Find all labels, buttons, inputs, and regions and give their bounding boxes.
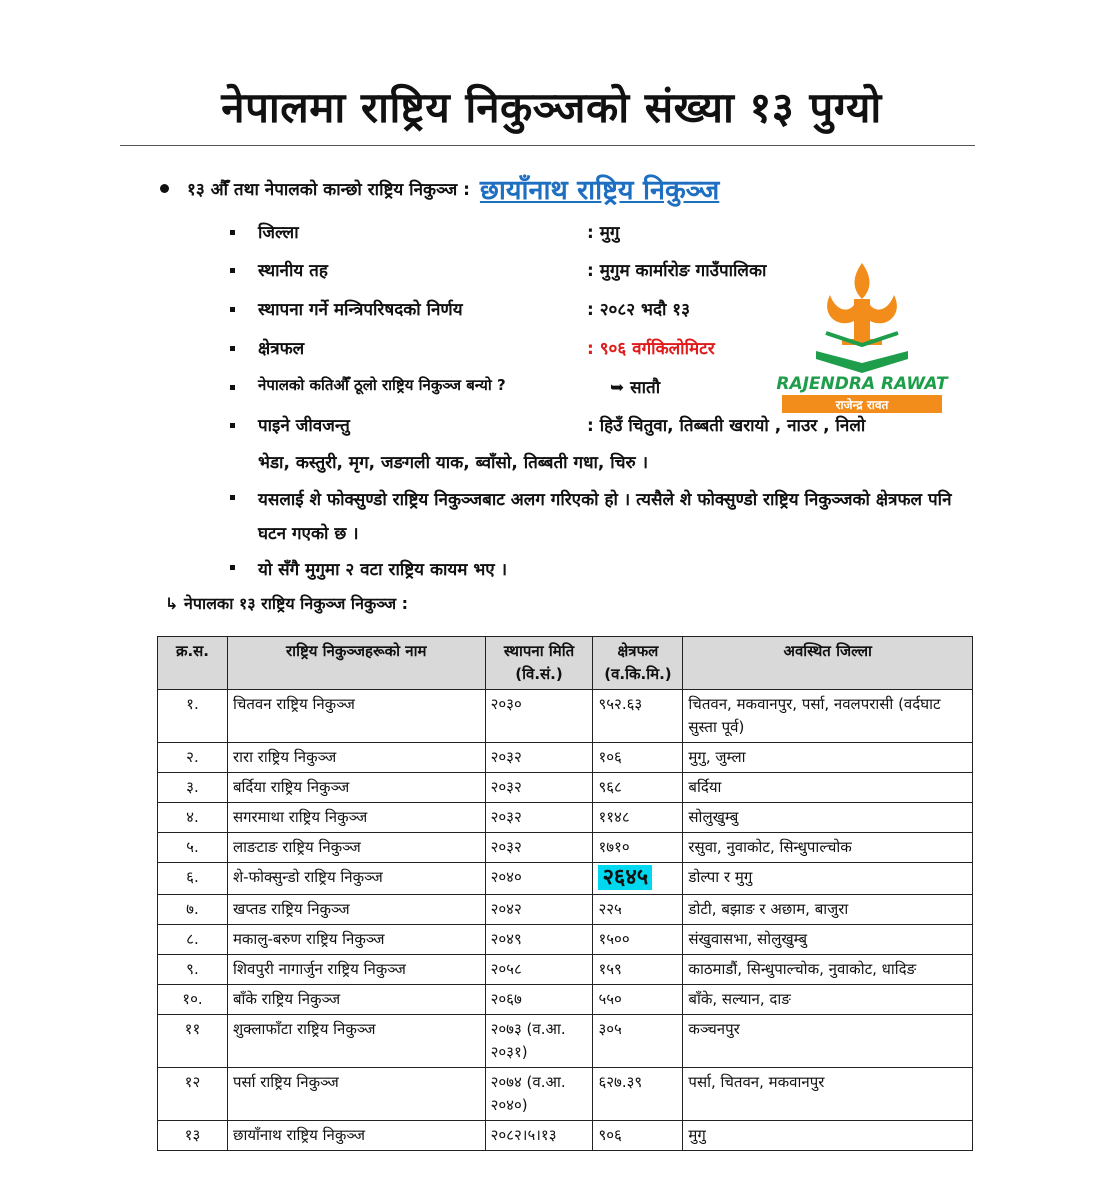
- cell-area: १५९: [593, 955, 683, 985]
- col-header-district: अवस्थित जिल्ला: [683, 637, 973, 690]
- emblem-logo-icon: [760, 255, 965, 415]
- fact-wildlife: [0, 413, 1103, 443]
- cell-serial: ७.: [158, 895, 228, 925]
- square-bullet-icon: [230, 346, 235, 351]
- col-header-serial: क्र.स.: [158, 637, 228, 690]
- svg-text:राजेन्द्र रावत: राजेन्द्र रावत: [835, 398, 889, 412]
- cell-serial: ११: [158, 1015, 228, 1068]
- cell-district: कञ्चनपुर: [683, 1015, 973, 1068]
- note-separation: यसलाई शे फोक्सुण्डो राष्ट्रिय निकुञ्जबाट अलग गरिएको हो । त्यसैले शे फोक्सुण्डो राष्ट्रिय निकुञ्जको क्षेत्रफल पनि घटन गएको छ ।: [258, 490, 952, 544]
- cell-district: रसुवा, नुवाकोट, सिन्धुपाल्चोक: [683, 833, 973, 863]
- cell-park-name: छायाँनाथ राष्ट्रिय निकुञ्ज: [227, 1121, 485, 1151]
- cell-park-name: शिवपुरी नागार्जुन राष्ट्रिय निकुञ्ज: [227, 955, 485, 985]
- cell-established: २०४९: [485, 925, 593, 955]
- cell-park-name: लाङटाङ राष्ट्रिय निकुञ्ज: [227, 833, 485, 863]
- cell-established: २०३०: [485, 690, 593, 743]
- table-row: [158, 690, 973, 743]
- cell-established: २०३२: [485, 833, 593, 863]
- page-title: नेपालमा राष्ट्रिय निकुञ्जको संख्या १३ पुग्यो: [221, 83, 882, 132]
- cell-serial: १०.: [158, 985, 228, 1015]
- table-row: [158, 1068, 973, 1121]
- square-bullet-icon: [230, 495, 235, 500]
- cell-district: संखुवासभा, सोलुखुम्बु: [683, 925, 973, 955]
- cell-district: बर्दिया: [683, 773, 973, 803]
- table-row: [158, 773, 973, 803]
- fact-value: ➥ सातौ: [610, 378, 661, 398]
- cell-district: डोटी, बझाङ र अछाम, बाजुरा: [683, 895, 973, 925]
- cell-serial: ९.: [158, 955, 228, 985]
- cell-park-name: रारा राष्ट्रिय निकुञ्ज: [227, 743, 485, 773]
- square-bullet-icon: [230, 307, 235, 312]
- col-header-established: स्थापना मिति (वि.सं.): [485, 637, 593, 690]
- cell-serial: १.: [158, 690, 228, 743]
- cell-established: २०३२: [485, 803, 593, 833]
- new-park-name: छायाँनाथ राष्ट्रिय निकुञ्ज: [479, 175, 720, 206]
- cell-established: २०५८: [485, 955, 593, 985]
- cell-district: पर्सा, चितवन, मकवानपुर: [683, 1068, 973, 1121]
- cell-area: ९०६: [593, 1121, 683, 1151]
- cell-area: २२५: [593, 895, 683, 925]
- cell-park-name: पर्सा राष्ट्रिय निकुञ्ज: [227, 1068, 485, 1121]
- cell-serial: १३: [158, 1121, 228, 1151]
- cell-serial: २.: [158, 743, 228, 773]
- cell-established: २०७४ (व.आ. २०४०): [485, 1068, 593, 1121]
- fact-label: क्षेत्रफल: [258, 339, 305, 359]
- cell-district: चितवन, मकवानपुर, पर्सा, नवलपरासी (वर्दघाट सुस्ता पूर्व): [683, 690, 973, 743]
- cell-established: २०७३ (व.आ. २०३१): [485, 1015, 593, 1068]
- cell-district: मुगु: [683, 1121, 973, 1151]
- svg-text:RAJENDRA RAWAT: RAJENDRA RAWAT: [776, 374, 948, 394]
- parks-table: [157, 636, 973, 1151]
- cell-serial: ८.: [158, 925, 228, 955]
- rajendra-rawat-logo: [760, 255, 965, 415]
- cell-park-name: बाँके राष्ट्रिय निकुञ्ज: [227, 985, 485, 1015]
- square-bullet-icon: [230, 565, 235, 570]
- fact-value: : मुगु: [587, 223, 620, 243]
- table-header-row: [158, 637, 973, 690]
- cell-area: ५५०: [593, 985, 683, 1015]
- cell-park-name: मकालु-बरुण राष्ट्रिय निकुञ्ज: [227, 925, 485, 955]
- cell-established: २०३२: [485, 773, 593, 803]
- cell-serial: ५.: [158, 833, 228, 863]
- table-row: [158, 1121, 973, 1151]
- cell-area: ११४८: [593, 803, 683, 833]
- table-row: [158, 1015, 973, 1068]
- cell-park-name: शे-फोक्सुन्डो राष्ट्रिय निकुञ्ज: [227, 863, 485, 895]
- fact-value: : हिउँ चितुवा, तिब्बती खरायो , नाउर , निलो: [587, 416, 866, 436]
- table-row: [158, 743, 973, 773]
- cell-serial: १२: [158, 1068, 228, 1121]
- fact-district: [0, 220, 1103, 250]
- cell-established: २०८२।५।१३: [485, 1121, 593, 1151]
- table-row: [158, 985, 973, 1015]
- cell-park-name: चितवन राष्ट्रिय निकुञ्ज: [227, 690, 485, 743]
- cell-park-name: शुक्लाफाँटा राष्ट्रिय निकुञ्ज: [227, 1015, 485, 1068]
- fact-label: स्थानीय तह: [258, 261, 328, 281]
- cell-area: १०६: [593, 743, 683, 773]
- intro-text: १३ औँ तथा नेपालको कान्छो राष्ट्रिय निकुञ्ज :: [187, 180, 470, 200]
- cell-district: मुगु, जुम्ला: [683, 743, 973, 773]
- table-row: [158, 955, 973, 985]
- table-row: [158, 863, 973, 895]
- fact-value: : मुगुम कार्मारोङ गाउँपालिका: [587, 261, 767, 281]
- cell-serial: ६.: [158, 863, 228, 895]
- cell-serial: ४.: [158, 803, 228, 833]
- cell-district: डोल्पा र मुगु: [683, 863, 973, 895]
- note-mugu: यो सँगै मुगुमा २ वटा राष्ट्रिय कायम भए ।: [258, 560, 508, 580]
- table-row: [158, 833, 973, 863]
- intro-line: [160, 170, 719, 207]
- square-bullet-icon: [230, 423, 235, 428]
- cell-district: काठमाडौं, सिन्धुपाल्चोक, नुवाकोट, धादिङ: [683, 955, 973, 985]
- title-divider: [120, 145, 975, 146]
- cell-area: ९५२.६३: [593, 690, 683, 743]
- table-heading: ↳ नेपालका १३ राष्ट्रिय निकुञ्ज निकुञ्ज :: [165, 594, 409, 613]
- fact-label: नेपालको कतिऔँ ठूलो राष्ट्रिय निकुञ्ज बन्यो ?: [258, 376, 506, 394]
- cell-established: २०३२: [485, 743, 593, 773]
- cell-serial: ३.: [158, 773, 228, 803]
- square-bullet-icon: [230, 268, 235, 273]
- fact-wildlife-continuation: भेडा, कस्तुरी, मृग, जङगली याक, ब्वाँसो, तिब्बती गधा, चिरु ।: [258, 453, 649, 473]
- fact-label: जिल्ला: [258, 223, 299, 243]
- table-row: [158, 895, 973, 925]
- fact-value: : २०८२ भदौ १३: [587, 300, 690, 320]
- cell-area: ३०५: [593, 1015, 683, 1068]
- cell-area: ६२७.३९: [593, 1068, 683, 1121]
- highlighted-area: २६४५: [598, 865, 652, 890]
- table-row: [158, 925, 973, 955]
- fact-label: स्थापना गर्ने मन्त्रिपरिषदको निर्णय: [258, 300, 463, 320]
- fact-value: : ९०६ वर्गकिलोमिटर: [587, 339, 715, 359]
- cell-district: बाँके, सल्यान, दाङ: [683, 985, 973, 1015]
- cell-park-name: बर्दिया राष्ट्रिय निकुञ्ज: [227, 773, 485, 803]
- cell-established: २०६७: [485, 985, 593, 1015]
- cell-district: सोलुखुम्बु: [683, 803, 973, 833]
- cell-park-name: खप्तड राष्ट्रिय निकुञ्ज: [227, 895, 485, 925]
- square-bullet-icon: [230, 385, 235, 390]
- cell-area: [593, 863, 683, 895]
- col-header-name: राष्ट्रिय निकुञ्जहरूको नाम: [227, 637, 485, 690]
- square-bullet-icon: [230, 230, 235, 235]
- cell-established: २०४२: [485, 895, 593, 925]
- cell-area: १७१०: [593, 833, 683, 863]
- col-header-area: क्षेत्रफल (व.कि.मि.): [593, 637, 683, 690]
- cell-park-name: सगरमाथा राष्ट्रिय निकुञ्ज: [227, 803, 485, 833]
- bullet-icon: [160, 184, 169, 193]
- cell-area: १५००: [593, 925, 683, 955]
- cell-area: ९६८: [593, 773, 683, 803]
- table-row: [158, 803, 973, 833]
- fact-label: पाइने जीवजन्तु: [258, 416, 350, 436]
- cell-established: २०४०: [485, 863, 593, 895]
